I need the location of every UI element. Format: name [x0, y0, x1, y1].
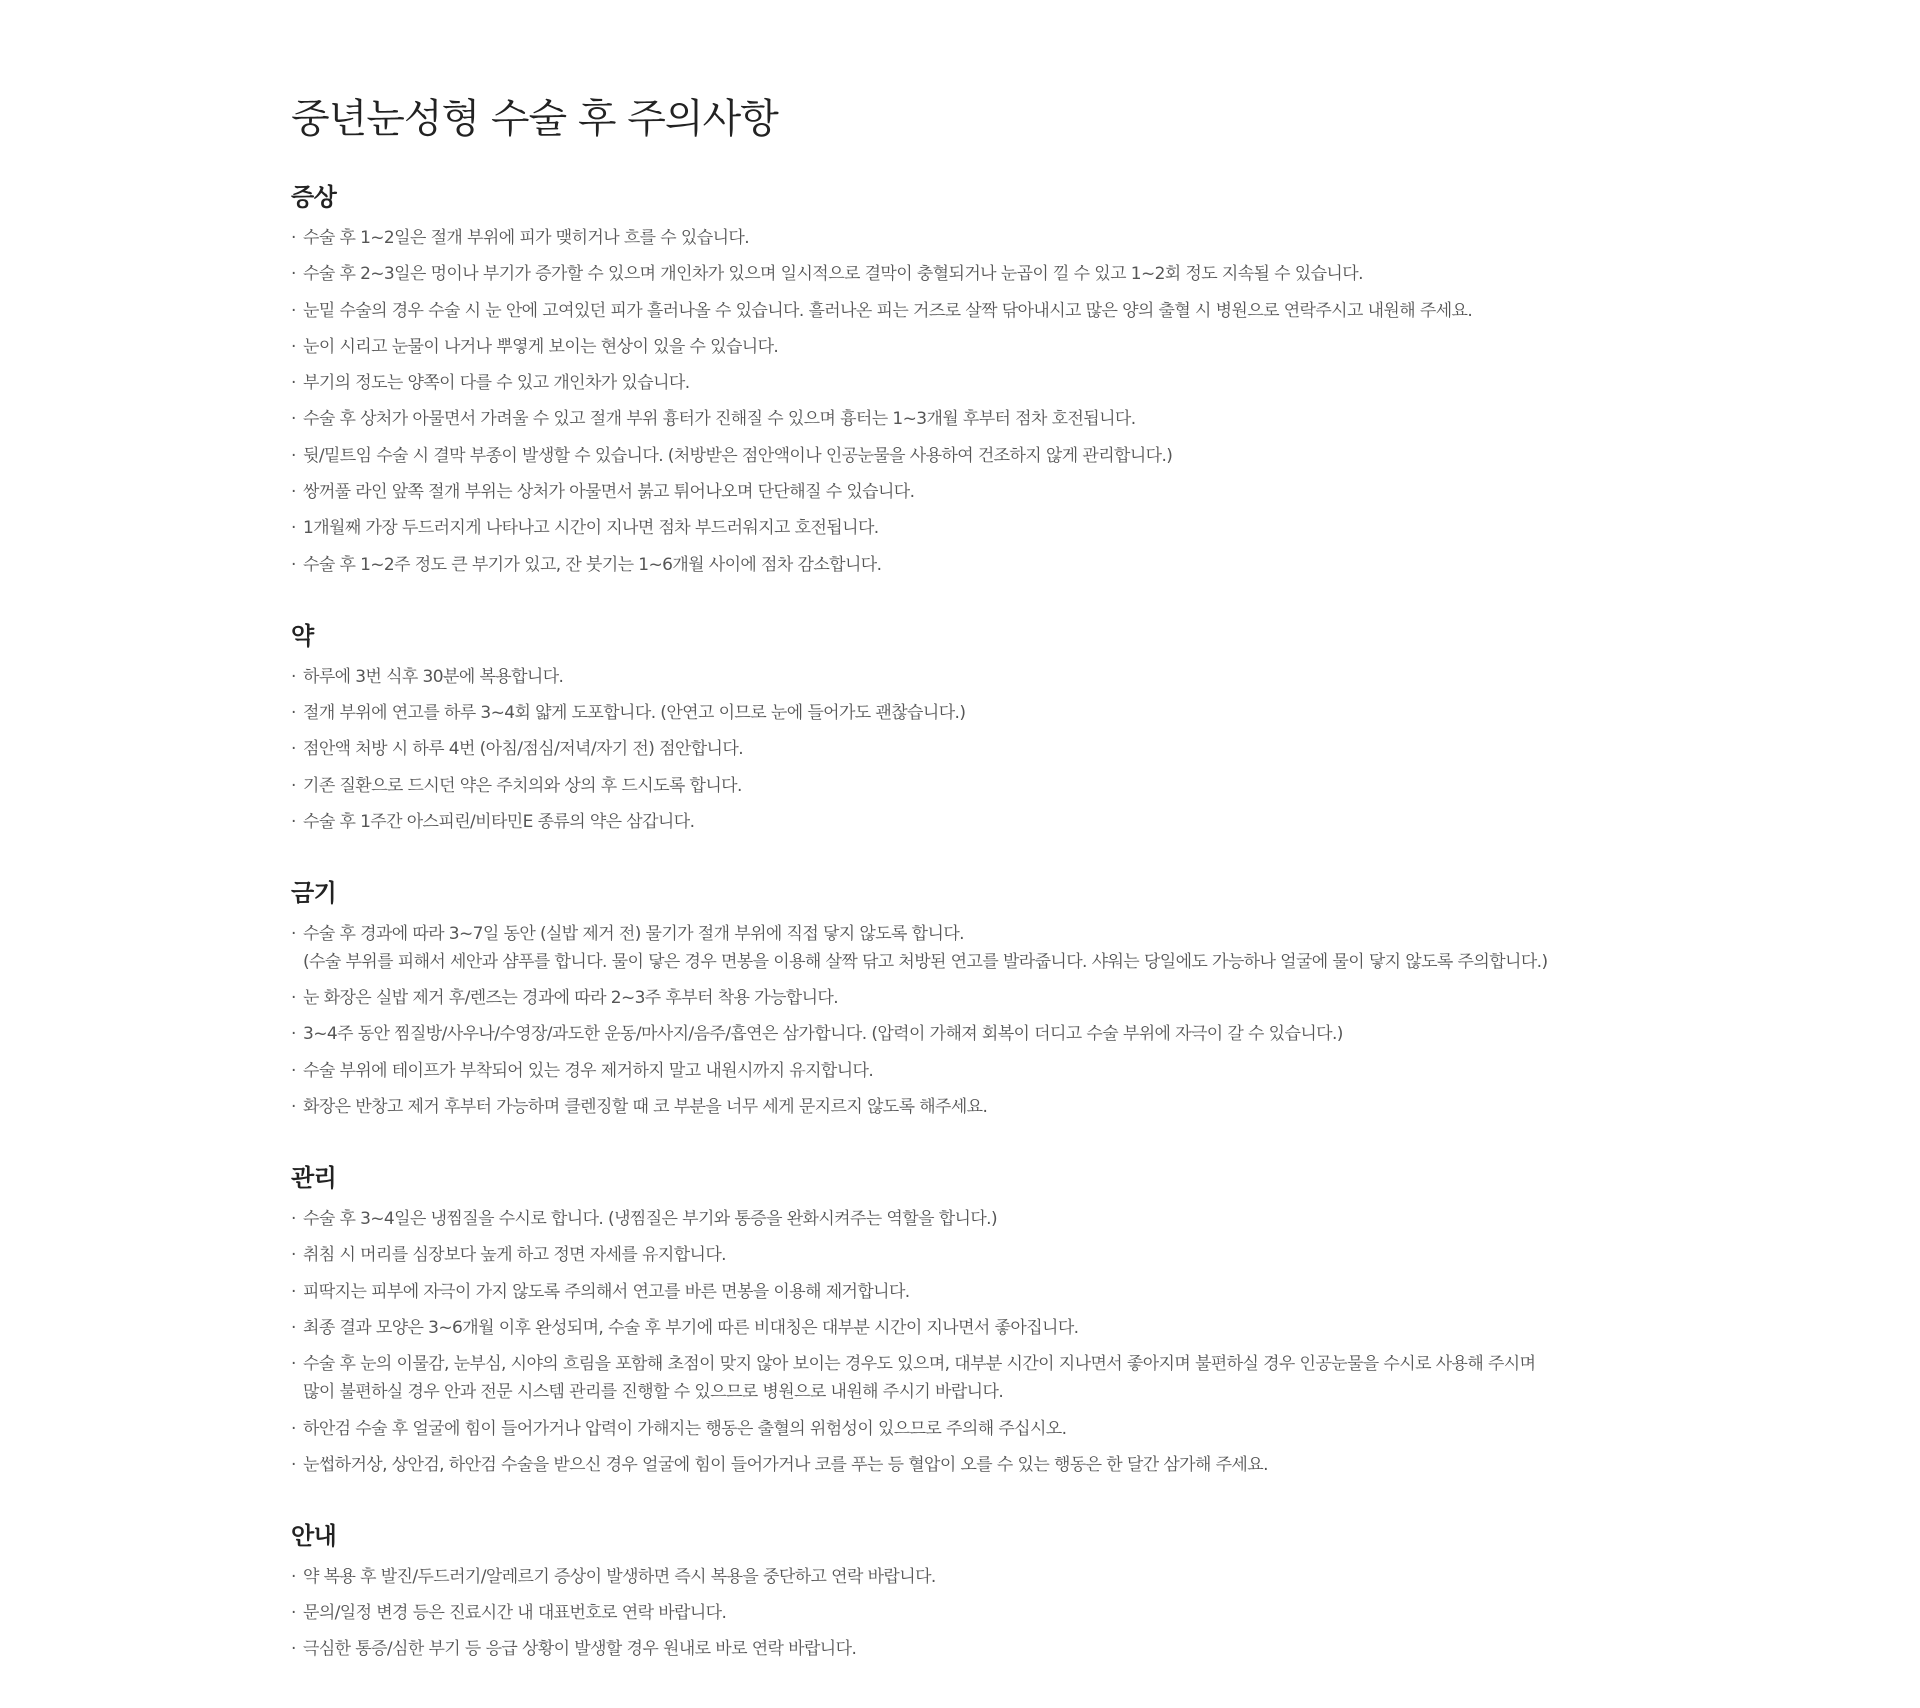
list-item: · 3~4주 동안 찜질방/사우나/수영장/과도한 운동/마사지/음주/흡연은 삼가합니다. (압력이 가해져 회복이 더디고 수술 부위에 자극이 갈 수 있습니다.) — [291, 1020, 1611, 1048]
list-item: · 절개 부위에 연고를 하루 3~4회 얇게 도포합니다. (안연고 이므로 눈에 들어가도 괜찮습니다.) — [291, 699, 1611, 727]
list-item: · 취침 시 머리를 심장보다 높게 하고 정면 자세를 유지합니다. — [291, 1241, 1611, 1269]
section-guidance — [291, 1519, 1611, 1664]
section-title: 증상 — [291, 183, 337, 211]
list-item: · 화장은 반창고 제거 후부터 가능하며 클렌징할 때 코 부분을 너무 세게 문지르지 않도록 해주세요. — [291, 1093, 1611, 1121]
list-item: · 수술 후 1~2일은 절개 부위에 피가 맺히거나 흐를 수 있습니다. — [291, 224, 1611, 252]
list-item: · 부기의 정도는 양쪽이 다를 수 있고 개인차가 있습니다. — [291, 369, 1611, 397]
section-title: 약 — [291, 621, 314, 650]
list-item: · 하안검 수술 후 얼굴에 힘이 들어가거나 압력이 가해지는 행동은 출혈의 위험성이 있으므로 주의해 주십시오. — [291, 1415, 1611, 1443]
list-item: · 수술 후 3~4일은 냉찜질을 수시로 합니다. (냉찜질은 부기와 통증을 완화시켜주는 역할을 합니다.) — [291, 1205, 1611, 1233]
list-item: · 기존 질환으로 드시던 약은 주치의와 상의 후 드시도록 합니다. — [291, 772, 1611, 800]
section-title: 관리 — [291, 1164, 337, 1193]
list-item: · 수술 후 1주간 아스피린/비타민E 종류의 약은 삼갑니다. — [291, 808, 1611, 836]
list-item: · 문의/일정 변경 등은 진료시간 내 대표번호로 연락 바랍니다. — [291, 1599, 1611, 1627]
list-item: · 눈썹하거상, 상안검, 하안검 수술을 받으신 경우 얼굴에 힘이 들어가거나 코를 푸는 등 혈압이 오를 수 있는 행동은 한 달간 삼가해 주세요. — [291, 1451, 1611, 1479]
list-item: · 1개월째 가장 두드러지게 나타나고 시간이 지나면 점차 부드러워지고 호전됩니다. — [291, 514, 1611, 542]
section-contraindications — [291, 876, 1611, 1121]
list-item: · 수술 후 상처가 아물면서 가려울 수 있고 절개 부위 흉터가 진해질 수 있으며 흉터는 1~3개월 후부터 점차 호전됩니다. — [291, 405, 1611, 433]
list-item: · 수술 후 눈의 이물감, 눈부심, 시야의 흐림을 포함해 초점이 맞지 않아 보이는 경우도 있으며, 대부분 시간이 지나면서 좋아지며 불편하실 경우 인공눈물을 수시로 사용해 주시며 많이 불편하실 경우 안과 전문 시스템 관리를 진행할 수 있으므로 병원으로 내원해 주시기 바랍니다. — [291, 1350, 1611, 1406]
section-title: 안내 — [291, 1521, 337, 1550]
list-item: · 극심한 통증/심한 부기 등 응급 상황이 발생할 경우 원내로 바로 연락 바랍니다. — [291, 1635, 1611, 1663]
list-item: · 수술 후 1~2주 정도 큰 부기가 있고, 잔 붓기는 1~6개월 사이에 점차 감소합니다. — [291, 551, 1611, 579]
list-item: · 수술 후 2~3일은 멍이나 부기가 증가할 수 있으며 개인차가 있으며 일시적으로 결막이 충혈되거나 눈곱이 낄 수 있고 1~2회 정도 지속될 수 있습니다. — [291, 260, 1611, 288]
section-care — [291, 1161, 1611, 1479]
list-item: · 눈밑 수술의 경우 수술 시 눈 안에 고여있던 피가 흘러나올 수 있습니다. 흘러나온 피는 거즈로 살짝 닦아내시고 많은 양의 출혈 시 병원으로 연락주시고 내원해 주세요. — [291, 297, 1611, 325]
care-list — [291, 1205, 1611, 1479]
list-item: · 뒷/밑트임 수술 시 결막 부종이 발생할 수 있습니다. (처방받은 점안액이나 인공눈물을 사용하여 건조하지 않게 관리합니다.) — [291, 442, 1611, 470]
list-item: · 점안액 처방 시 하루 4번 (아침/점심/저녁/자기 전) 점안합니다. — [291, 735, 1611, 763]
medication-list — [291, 663, 1611, 836]
contraindications-list — [291, 920, 1611, 1121]
list-item: · 수술 후 경과에 따라 3~7일 동안 (실밥 제거 전) 물기가 절개 부위에 직접 닿지 않도록 합니다. (수술 부위를 피해서 세안과 샴푸를 합니다. 물이 닿은 경우 면봉을 이용해 살짝 닦고 처방된 연고를 발라줍니다. 샤워는 당일에도 가능하나 얼굴에 물이 닿지 않도록 주의합니다.) — [291, 920, 1611, 976]
list-item: · 수술 부위에 테이프가 부착되어 있는 경우 제거하지 말고 내원시까지 유지합니다. — [291, 1057, 1611, 1085]
list-item: · 약 복용 후 발진/두드러기/알레르기 증상이 발생하면 즉시 복용을 중단하고 연락 바랍니다. — [291, 1563, 1611, 1591]
list-item: · 하루에 3번 식후 30분에 복용합니다. — [291, 663, 1611, 691]
guidance-list — [291, 1563, 1611, 1664]
list-item: · 눈이 시리고 눈물이 나거나 뿌옇게 보이는 현상이 있을 수 있습니다. — [291, 333, 1611, 361]
section-title: 금기 — [291, 878, 337, 907]
document — [291, 93, 1611, 1703]
section-symptoms — [291, 180, 1611, 579]
list-item: · 피딱지는 피부에 자극이 가지 않도록 주의해서 연고를 바른 면봉을 이용해 제거합니다. — [291, 1278, 1611, 1306]
symptoms-list — [291, 224, 1611, 579]
list-item: · 눈 화장은 실밥 제거 후/렌즈는 경과에 따라 2~3주 후부터 착용 가능합니다. — [291, 984, 1611, 1012]
list-item: · 최종 결과 모양은 3~6개월 이후 완성되며, 수술 후 부기에 따른 비대칭은 대부분 시간이 지나면서 좋아집니다. — [291, 1314, 1611, 1342]
list-item: · 쌍꺼풀 라인 앞쪽 절개 부위는 상처가 아물면서 붉고 튀어나오며 단단해질 수 있습니다. — [291, 478, 1611, 506]
section-medication — [291, 619, 1611, 836]
page-title: 중년눈성형 수술 후 주의사항 — [291, 96, 778, 142]
